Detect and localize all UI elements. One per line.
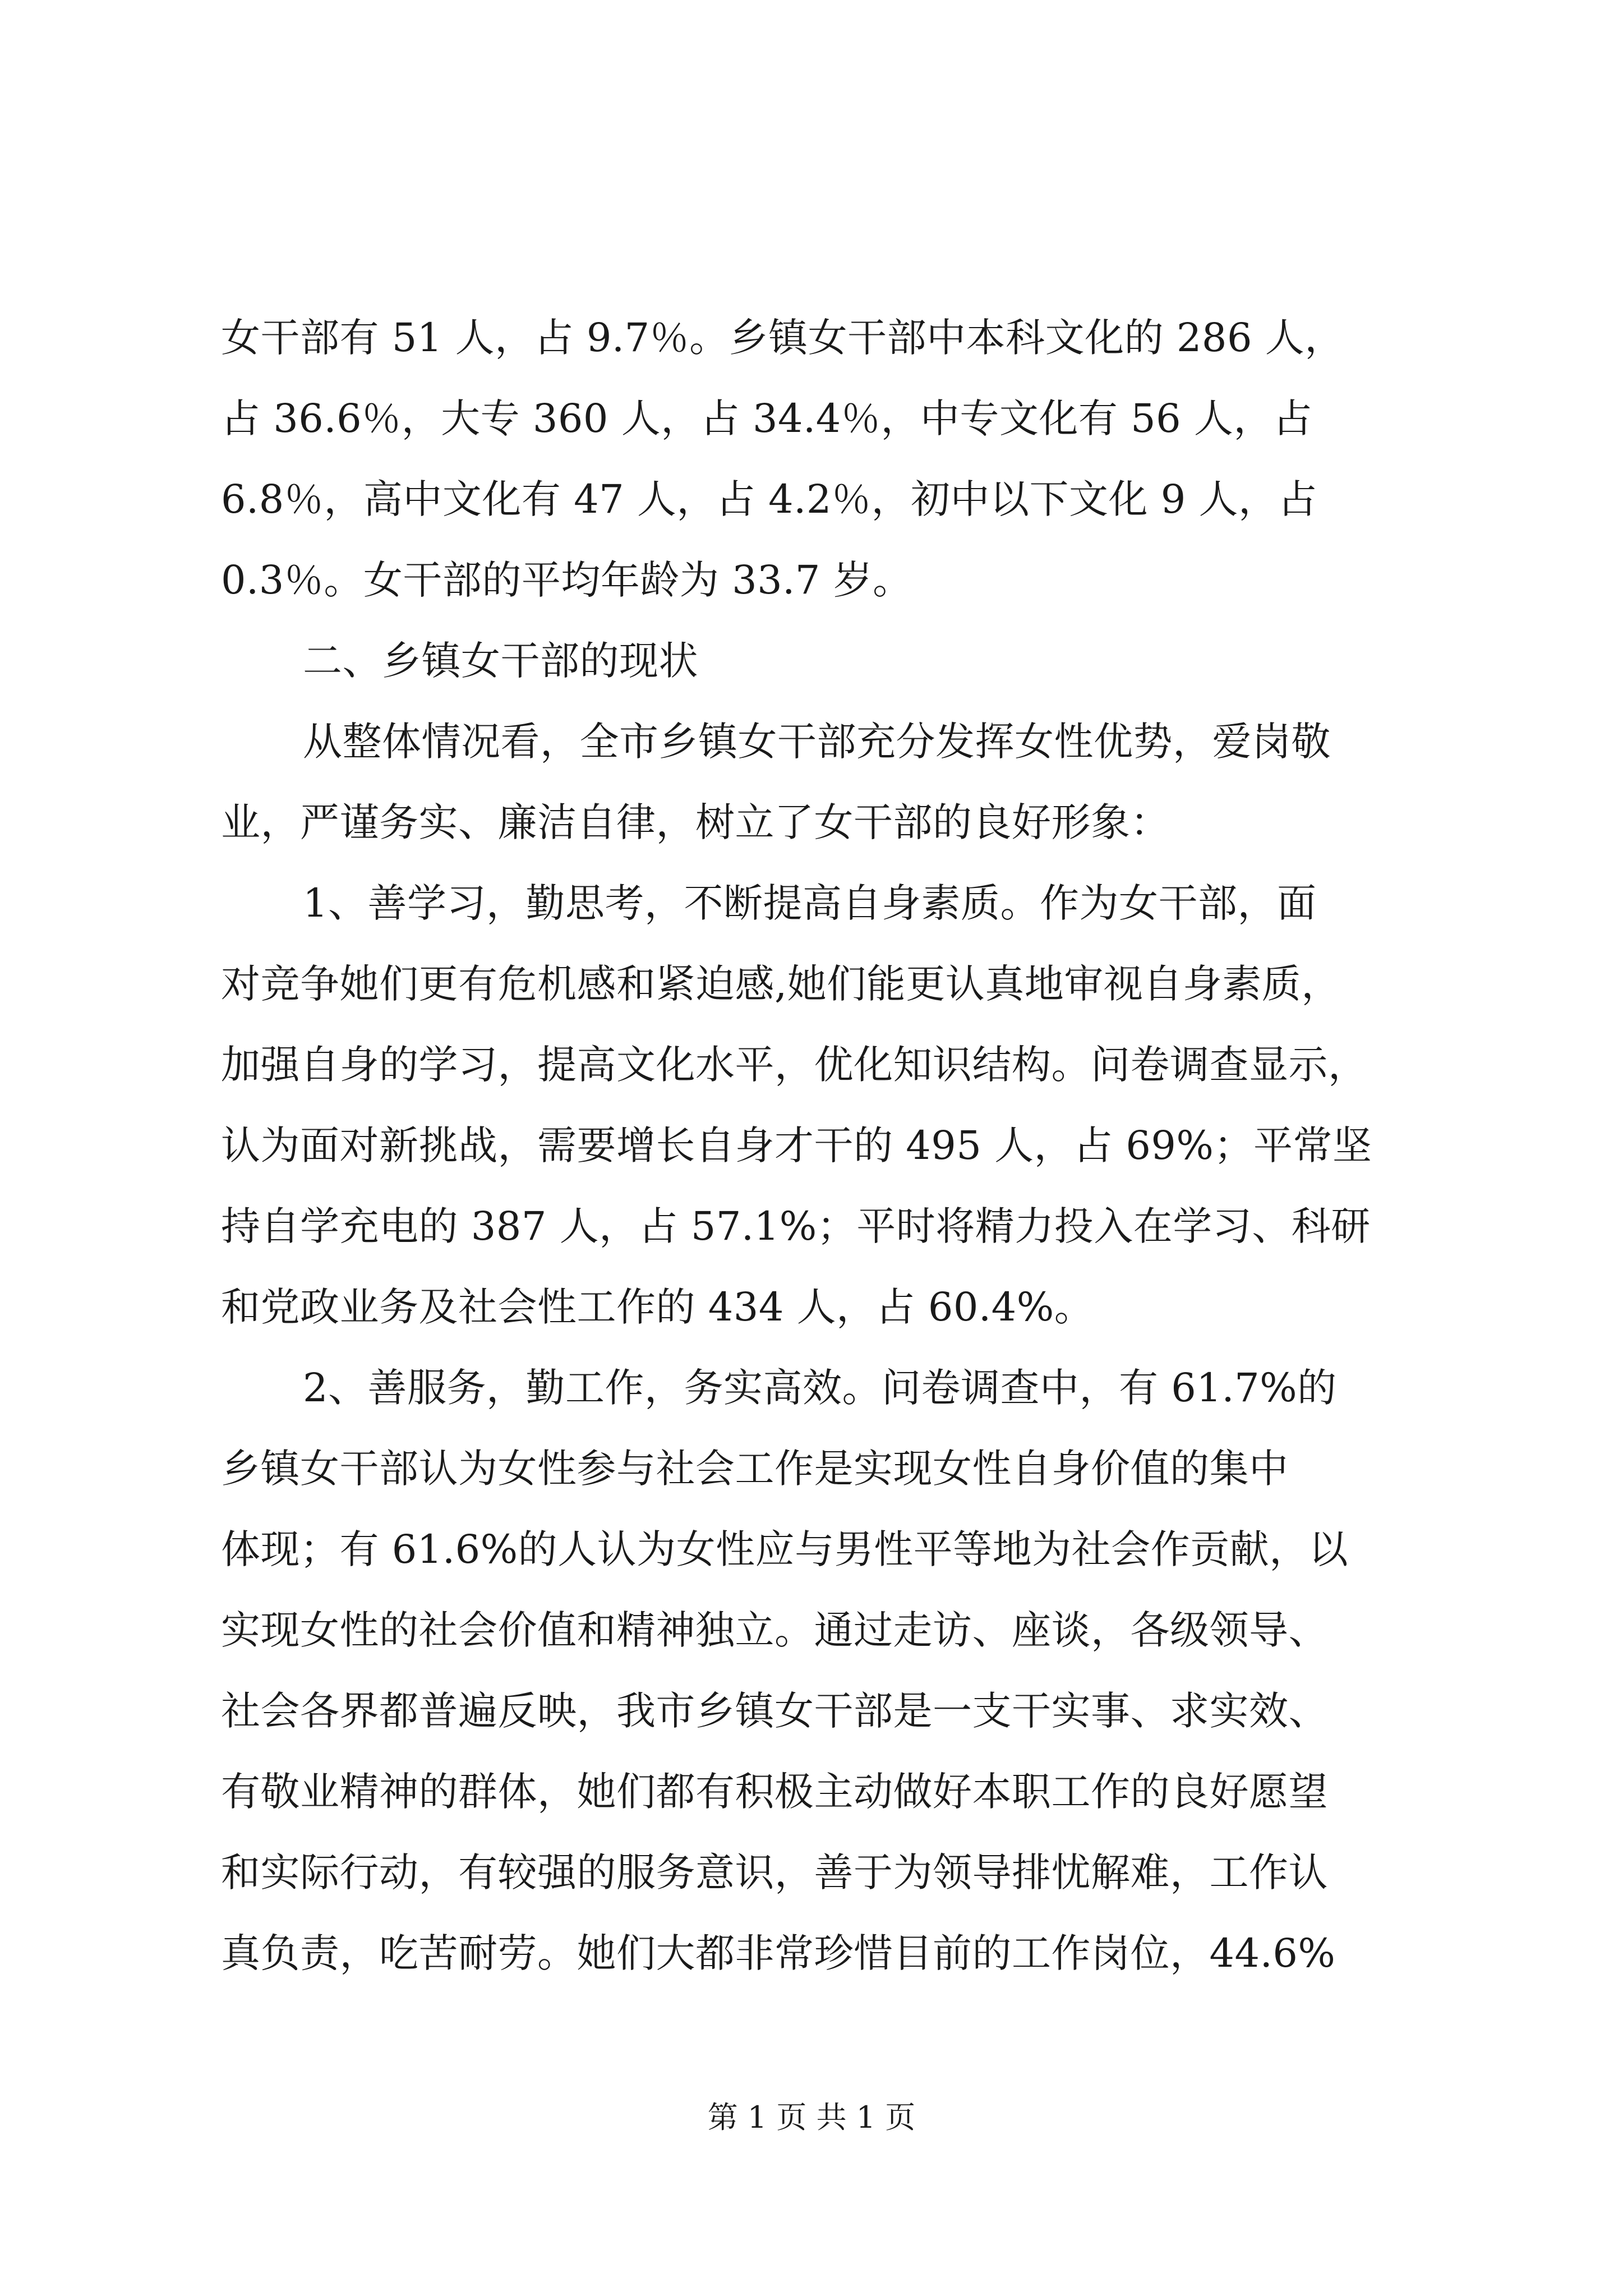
body-text-line: 6.8％，高中文化有 47 人，占 4.2％，初中以下文化 9 人，占 [221, 476, 1318, 522]
body-text-line: 有敬业精神的群体，她们都有积极主动做好本职工作的良好愿望 [221, 1769, 1328, 1815]
body-text-line: 持自学充电的 387 人，占 57.1%；平时将精力投入在学习、科研 [221, 1203, 1371, 1249]
body-text-line: 1、善学习，勤思考，不断提高自身素质。作为女干部，面 [303, 880, 1317, 926]
page-footer: 第 1 页 共 1 页 [707, 2100, 916, 2135]
body-text-line: 0.3％。女干部的平均年龄为 33.7 岁。 [221, 557, 912, 603]
body-text-line: 社会各界都普遍反映，我市乡镇女干部是一支干实事、求实效、 [221, 1688, 1328, 1734]
body-text-line: 女干部有 51 人，占 9.7％。乡镇女干部中本科文化的 286 人， [221, 315, 1344, 361]
body-text-line: 加强自身的学习，提高文化水平，优化知识结构。问卷调查显示， [221, 1042, 1368, 1088]
body-text-line: 业，严谨务实、廉洁自律，树立了女干部的良好形象： [221, 799, 1170, 845]
section-heading: 二、乡镇女干部的现状 [303, 638, 698, 684]
body-text-line: 2、善服务，勤工作，务实高效。问卷调查中，有 61.7%的 [303, 1365, 1337, 1411]
body-text-line: 和实际行动，有较强的服务意识，善于为领导排忧解难，工作认 [221, 1849, 1328, 1895]
body-text-line: 和党政业务及社会性工作的 434 人，占 60.4%。 [221, 1284, 1094, 1330]
body-text-line: 体现；有 61.6%的人认为女性应与男性平等地为社会作贡献，以 [221, 1526, 1349, 1572]
body-text-line: 真负责，吃苦耐劳。她们大都非常珍惜目前的工作岗位，44.6% [221, 1930, 1336, 1976]
body-text-line: 占 36.6％，大专 360 人，占 34.4％，中专文化有 56 人，占 [221, 395, 1313, 441]
body-text-line: 从整体情况看，全市乡镇女干部充分发挥女性优势，爱岗敬 [303, 719, 1331, 765]
body-text-line: 认为面对新挑战，需要增长自身才干的 495 人，占 69%；平常坚 [221, 1122, 1372, 1168]
body-text-line: 对竞争她们更有危机感和紧迫感,她们能更认真地审视自身素质， [221, 961, 1341, 1007]
body-text-line: 乡镇女干部认为女性参与社会工作是实现女性自身价值的集中 [221, 1446, 1289, 1492]
body-text-line: 实现女性的社会价值和精神独立。通过走访、座谈，各级领导、 [221, 1607, 1328, 1653]
